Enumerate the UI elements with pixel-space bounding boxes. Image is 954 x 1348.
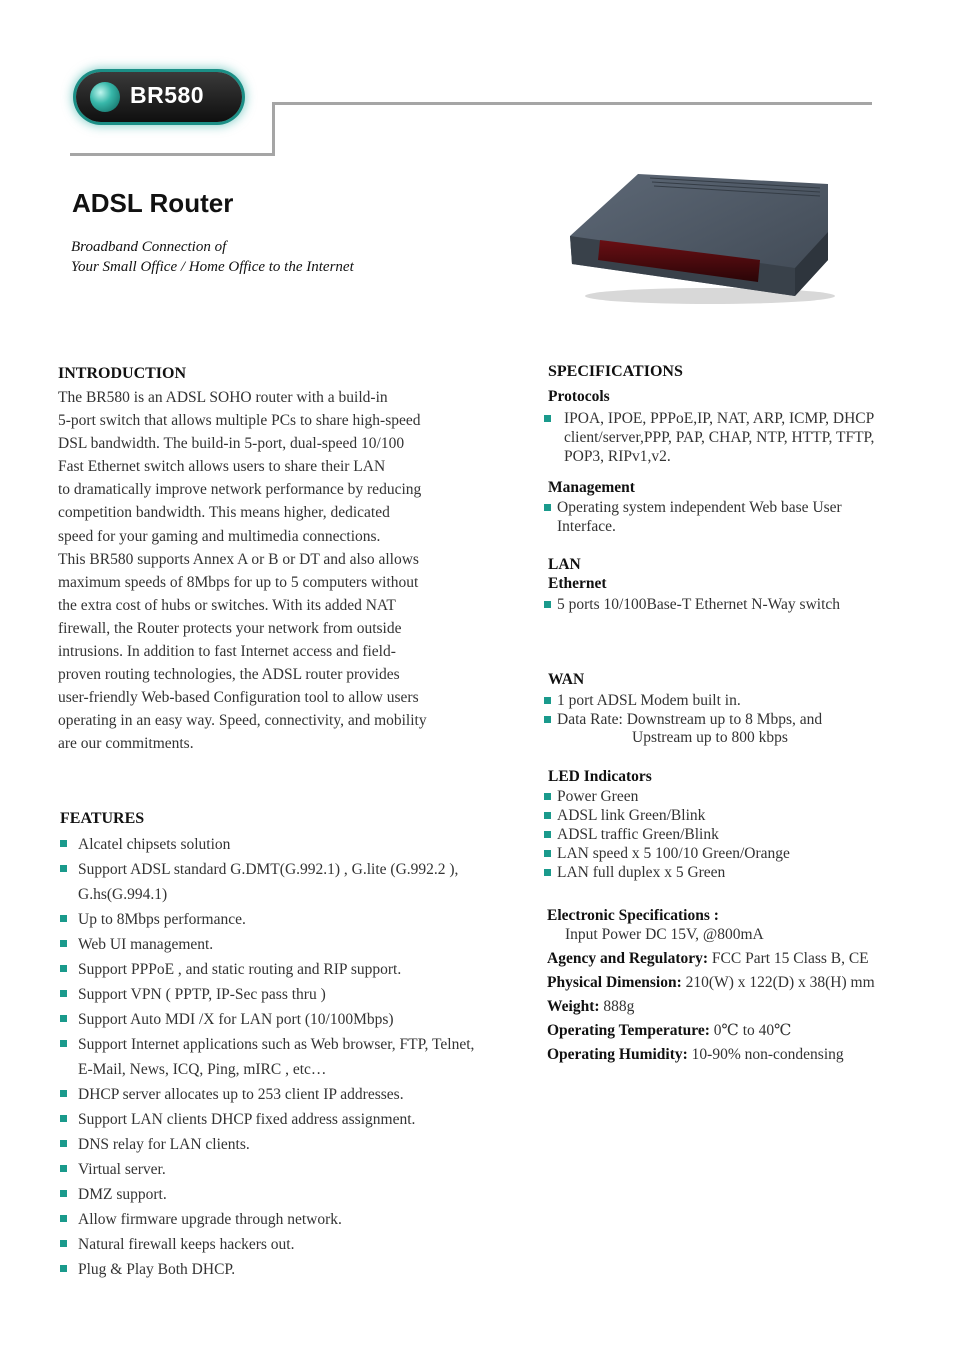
- feature-item: Virtual server.: [58, 1157, 488, 1182]
- square-bullet-icon: [544, 793, 551, 800]
- square-bullet-icon: [60, 1240, 67, 1247]
- specifications-heading: SPECIFICATIONS: [548, 363, 683, 380]
- lan-list: [548, 595, 898, 614]
- intro-line: The BR580 is an ADSL SOHO router with a build-in: [58, 389, 388, 406]
- tagline-line-2: Your Small Office / Home Office to the Internet: [71, 259, 354, 275]
- square-bullet-icon: [60, 915, 67, 922]
- intro-line: are our commitments.: [58, 735, 194, 753]
- header-rule-vertical: [272, 102, 275, 156]
- wan-item: Data Rate: Downstream up to 8 Mbps, and: [548, 710, 898, 729]
- square-bullet-icon: [60, 940, 67, 947]
- spec-row-dimension: Physical Dimension: 210(W) x 122(D) x 38(H) mm: [547, 974, 875, 991]
- led-label: LED Indicators: [548, 768, 652, 785]
- intro-line: This BR580 supports Annex A or B or DT and also allows: [58, 550, 419, 568]
- spec-row-agency: Agency and Regulatory: FCC Part 15 Class B, CE: [547, 950, 869, 967]
- square-bullet-icon: [544, 831, 551, 838]
- feature-item: Support Internet applications such as Web browser, FTP, Telnet, E-Mail, News, ICQ, Ping, mIRC , etc…: [58, 1032, 488, 1082]
- square-bullet-icon: [544, 716, 551, 723]
- led-item: LAN speed x 5 100/10 Green/Orange: [548, 844, 898, 863]
- badge-orb-icon: [90, 82, 120, 112]
- square-bullet-icon: [60, 1040, 67, 1047]
- square-bullet-icon: [60, 1115, 67, 1122]
- page-title: ADSL Router: [72, 188, 234, 218]
- square-bullet-icon: [60, 990, 67, 997]
- management-item: Operating system independent Web base User Interface.: [548, 498, 878, 536]
- feature-item: Support Auto MDI /X for LAN port (10/100Mbps): [58, 1007, 488, 1032]
- wan-label: WAN: [548, 671, 585, 688]
- intro-line: competition bandwidth. This means higher, dedicated: [58, 504, 390, 522]
- square-bullet-icon: [544, 697, 551, 704]
- introduction-body: [58, 386, 478, 756]
- product-badge: [76, 72, 242, 122]
- spec-row-temperature: Operating Temperature: 0℃ to 40℃: [547, 1022, 792, 1039]
- intro-line: speed for your gaming and multimedia connections.: [58, 527, 381, 545]
- protocols-item: IPOA, IPOE, PPPoE,IP, NAT, ARP, ICMP, DHCP client/server,PPP, PAP, CHAP, NTP, HTTP, TFTP, POP3, RIPv1,v2.: [556, 409, 901, 466]
- wan-list: [548, 691, 898, 729]
- electronic-spec-label: Electronic Specifications :: [547, 907, 719, 924]
- introduction-heading: INTRODUCTION: [58, 365, 187, 382]
- intro-line: Fast Ethernet switch allows users to share their LAN: [58, 458, 386, 476]
- intro-line: operating in an easy way. Speed, connectivity, and mobility: [58, 712, 427, 730]
- square-bullet-icon: [60, 1140, 67, 1147]
- square-bullet-icon: [60, 865, 67, 872]
- square-bullet-icon: [60, 1265, 67, 1272]
- intro-line: user-friendly Web-based Configuration tool to allow users: [58, 689, 419, 707]
- lan-item: 5 ports 10/100Base-T Ethernet N-Way switch: [548, 595, 898, 614]
- square-bullet-icon: [544, 415, 551, 422]
- led-item: ADSL link Green/Blink: [548, 806, 898, 825]
- management-label: Management: [548, 479, 635, 496]
- ethernet-label: Ethernet: [548, 575, 607, 592]
- header-rule-bottom: [70, 153, 275, 156]
- feature-item: DMZ support.: [58, 1182, 488, 1207]
- intro-line: DSL bandwidth. The build-in 5-port, dual-speed 10/100: [58, 435, 405, 453]
- square-bullet-icon: [544, 869, 551, 876]
- badge-label: BR580: [130, 82, 205, 108]
- led-list: [548, 787, 898, 882]
- header-rule-top: [272, 102, 872, 105]
- intro-line: the extra cost of hubs or switches. With its added NAT: [58, 596, 396, 614]
- led-item: Power Green: [548, 787, 898, 806]
- square-bullet-icon: [544, 812, 551, 819]
- feature-item: Support VPN ( PPTP, IP-Sec pass thru ): [58, 982, 488, 1007]
- tagline-line-1: Broadband Connection of: [71, 239, 227, 255]
- features-list: [58, 832, 488, 1282]
- square-bullet-icon: [60, 840, 67, 847]
- intro-line: firewall, the Router protects your network from outside: [58, 619, 402, 637]
- feature-item: Plug & Play Both DHCP.: [58, 1257, 488, 1282]
- management-list: [548, 498, 878, 536]
- square-bullet-icon: [60, 1090, 67, 1097]
- feature-item: Support LAN clients DHCP fixed address assignment.: [58, 1107, 488, 1132]
- square-bullet-icon: [60, 1165, 67, 1172]
- router-product-image: [560, 168, 840, 308]
- feature-item: DNS relay for LAN clients.: [58, 1132, 488, 1157]
- feature-item: Up to 8Mbps performance.: [58, 907, 488, 932]
- spec-row-weight: Weight: 888g: [547, 998, 635, 1015]
- led-item: ADSL traffic Green/Blink: [548, 825, 898, 844]
- square-bullet-icon: [60, 1015, 67, 1022]
- square-bullet-icon: [544, 504, 551, 511]
- wan-item: 1 port ADSL Modem built in.: [548, 691, 898, 710]
- intro-line: 5-port switch that allows multiple PCs to share high-speed: [58, 412, 421, 430]
- square-bullet-icon: [60, 1190, 67, 1197]
- features-heading: FEATURES: [60, 810, 145, 827]
- feature-item: Support ADSL standard G.DMT(G.992.1) , G.lite (G.992.2 ), G.hs(G.994.1): [58, 857, 488, 907]
- spec-key-values: [547, 947, 917, 1067]
- square-bullet-icon: [544, 850, 551, 857]
- feature-item: Support PPPoE , and static routing and RIP support.: [58, 957, 488, 982]
- intro-line: to dramatically improve network performance by reducing: [58, 481, 422, 499]
- spec-row-humidity: Operating Humidity: 10-90% non-condensing: [547, 1046, 844, 1063]
- intro-line: intrusions. In addition to fast Internet access and field-: [58, 643, 396, 661]
- feature-item: DHCP server allocates up to 253 client IP addresses.: [58, 1082, 488, 1107]
- protocols-label: Protocols: [548, 388, 610, 405]
- led-item: LAN full duplex x 5 Green: [548, 863, 898, 882]
- intro-line: proven routing technologies, the ADSL router provides: [58, 666, 400, 684]
- wan-upstream: Upstream up to 800 kbps: [632, 729, 788, 746]
- feature-item: Allow firmware upgrade through network.: [58, 1207, 488, 1232]
- intro-line: maximum speeds of 8Mbps for up to 5 computers without: [58, 573, 419, 591]
- feature-item: Web UI management.: [58, 932, 488, 957]
- square-bullet-icon: [544, 601, 551, 608]
- square-bullet-icon: [60, 1215, 67, 1222]
- protocols-list: [556, 409, 901, 466]
- feature-item: Natural firewall keeps hackers out.: [58, 1232, 488, 1257]
- lan-label: LAN: [548, 556, 581, 573]
- feature-item: Alcatel chipsets solution: [58, 832, 488, 857]
- electronic-spec-value: Input Power DC 15V, @800mA: [565, 926, 764, 943]
- square-bullet-icon: [60, 965, 67, 972]
